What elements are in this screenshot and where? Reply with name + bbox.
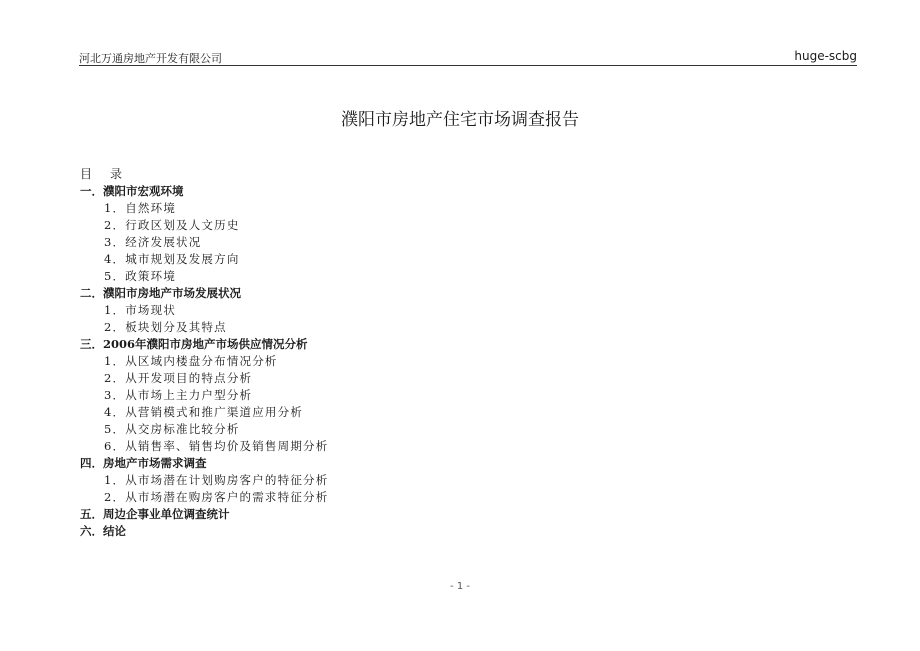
toc-item: 1．市场现状 <box>104 303 177 317</box>
toc-item: 2．行政区划及人文历史 <box>104 218 240 232</box>
toc-item: 2．板块划分及其特点 <box>104 320 227 334</box>
page-number: - 1 - <box>450 581 470 592</box>
toc-section: 四．房地产市场需求调查 <box>80 456 207 470</box>
toc-heading-char-1: 目 <box>80 167 93 181</box>
toc-item: 3．从市场上主力户型分析 <box>104 388 253 402</box>
toc-section: 一．濮阳市宏观环境 <box>80 184 184 198</box>
toc-section: 三．2006年濮阳市房地产市场供应情况分析 <box>80 337 308 351</box>
toc-item: 2．从开发项目的特点分析 <box>104 371 253 385</box>
document-code: huge-scbg <box>794 49 857 63</box>
toc-list <box>80 183 780 540</box>
toc-item: 4．城市规划及发展方向 <box>104 252 240 266</box>
toc-heading-char-2: 录 <box>110 167 123 181</box>
company-name: 河北万通房地产开发有限公司 <box>79 52 222 65</box>
toc-item: 5．从交房标准比较分析 <box>104 422 240 436</box>
toc-heading <box>80 165 780 183</box>
toc-item: 4．从营销模式和推广渠道应用分析 <box>104 405 304 419</box>
toc-item: 2．从市场潜在购房客户的需求特征分析 <box>104 490 329 504</box>
toc-item: 1．从市场潜在计划购房客户的特征分析 <box>104 473 329 487</box>
table-of-contents <box>80 165 780 540</box>
page-header <box>79 48 857 66</box>
toc-section: 六．结论 <box>80 524 126 538</box>
toc-section: 二．濮阳市房地产市场发展状况 <box>80 286 241 300</box>
toc-item: 5．政策环境 <box>104 269 177 283</box>
toc-item: 6．从销售率、销售均价及销售周期分析 <box>104 439 329 453</box>
toc-item: 3．经济发展状况 <box>104 235 202 249</box>
toc-item: 1．自然环境 <box>104 201 177 215</box>
document-title: 濮阳市房地产住宅市场调查报告 <box>341 110 579 130</box>
toc-section: 五．周边企事业单位调查统计 <box>80 507 230 521</box>
toc-item: 1．从区域内楼盘分布情况分析 <box>104 354 278 368</box>
